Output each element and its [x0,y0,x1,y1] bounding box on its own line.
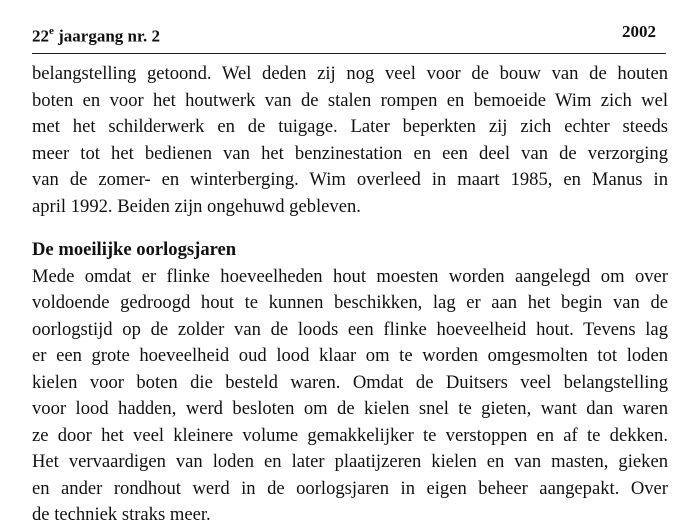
text-line: meer tot het bedienen van het benzinestation en een deel van de verzorging [32,142,668,164]
text-line: voldoende gedroogd hout te kunnen beschikken, lag er aan het begin van de [32,292,668,313]
section-heading: De moeilijke oorlogsjaren [32,239,237,260]
volume-ordinal-suffix: e [49,25,54,37]
paragraph-spacer [32,220,668,237]
text-line: april 1992. Beiden zijn ongehuwd gebleven. [32,195,361,217]
article-body [32,61,668,529]
text-line: voor lood hadden, werd besloten om de kielen snel te gieten, want dan waren [32,398,668,419]
text-line: er een grote hoeveelheid oud lood klaar om te worden omgesmolten tot loden [32,345,668,366]
text-line: Het vervaardigen van loden en later plaatijzeren kielen en van masten, gieken [32,451,668,472]
volume-number: 22 [32,26,49,46]
text-line: ze door het veel kleinere volume gemakkelijker te verstoppen en af te dekken. [32,424,668,446]
running-header [32,21,666,46]
text-line: oorlogstijd op de zolder van de loods een flinke hoeveelheid hout. Tevens lag [32,318,668,340]
text-line: kielen voor boten die besteld waren. Omdat de Duitsers veel belangstelling [32,371,668,393]
text-line: de techniek straks meer. [32,504,211,525]
publication-year: 2002 [622,22,656,41]
text-line: van de zomer- en winterberging. Wim overleed in maart 1985, en Manus in [32,169,668,190]
text-line: met het schilderwerk en de tuigage. Later beperkten zij zich echter steeds [32,116,668,137]
section-war-years [32,237,668,529]
text-line: belangstelling getoond. Wel deden zij nog veel voor de bouw van de houten [32,63,668,84]
text-line: boten en voor het houtwerk van de stalen rompen en bemoeide Wim zich wel [32,89,668,111]
volume-issue-text: jaargang nr. 2 [53,26,160,46]
text-line: en ander rondhout werd in de oorlogsjaren in eigen beheer aangepakt. Over [32,477,668,499]
volume-issue-label [32,21,160,48]
text-line: Mede omdat er flinke hoeveelheden hout moesten worden aangelegd om over [32,265,668,287]
header-divider [32,53,666,54]
paragraph-family-history [32,61,668,220]
